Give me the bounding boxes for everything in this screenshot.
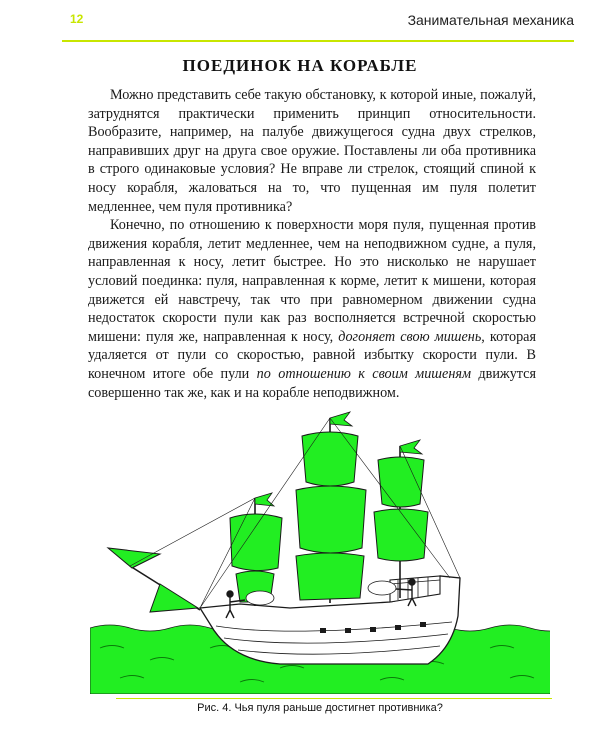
emphasis-relative: по отношению к своим мишеням bbox=[256, 365, 472, 382]
running-title: Занимательная механика bbox=[407, 12, 574, 28]
header-rule bbox=[62, 40, 574, 42]
article-title: ПОЕДИНОК НА КОРАБЛЕ bbox=[182, 56, 418, 75]
caption-rule bbox=[116, 698, 552, 699]
ship-drawing bbox=[90, 398, 550, 694]
ship-illustration bbox=[90, 398, 550, 694]
page-header bbox=[62, 0, 600, 38]
page-number: 12 bbox=[70, 12, 84, 26]
emphasis-target: догоняет свою мишень bbox=[338, 328, 482, 345]
article-body bbox=[88, 86, 536, 402]
paragraph-1: Можно представить себе такую обстановку, к которой иные, пожалуй, затруднятся практически применить принцип относительности. Вообразите, например, на палубе движущегося судна двух стрелков, направивших друг на друга свое оружие. Поставлены ли оба противника в строго одинаковые условия? Не вправе ли стрелок, стоящий спиной к носу корабля, жаловаться на то, что пущенная им пуля полетит медленнее, чем пуля противника? bbox=[88, 87, 536, 215]
paragraph-2 bbox=[88, 216, 536, 402]
paragraph-2-part-b: , которая удаляется от пули со скоростью, равной избытку скорости пули. В конечном итоге обе пули bbox=[88, 328, 537, 382]
figure-caption: Рис. 4. Чья пуля раньше достигнет противника? bbox=[197, 702, 443, 714]
paragraph-2-part-c: движутся совершенно так же, как и на корабле неподвижном. bbox=[88, 365, 537, 401]
paragraph-2-part-a: Конечно, по отношению к поверхности моря пуля, пущенная против движения корабля, летит медленнее, чем на неподвижном судне, а пуля, направленная к носу, летит быстрее. Но это нисколько не нарушает условий поединка: пуля, направленная к корме, летит к мишени, которая движется ей навстречу, так что при равномерном движении судна недостаток скорости пули как раз восполняется встречной скоростью мишени: пуля же, направленная к носу, bbox=[88, 217, 536, 345]
